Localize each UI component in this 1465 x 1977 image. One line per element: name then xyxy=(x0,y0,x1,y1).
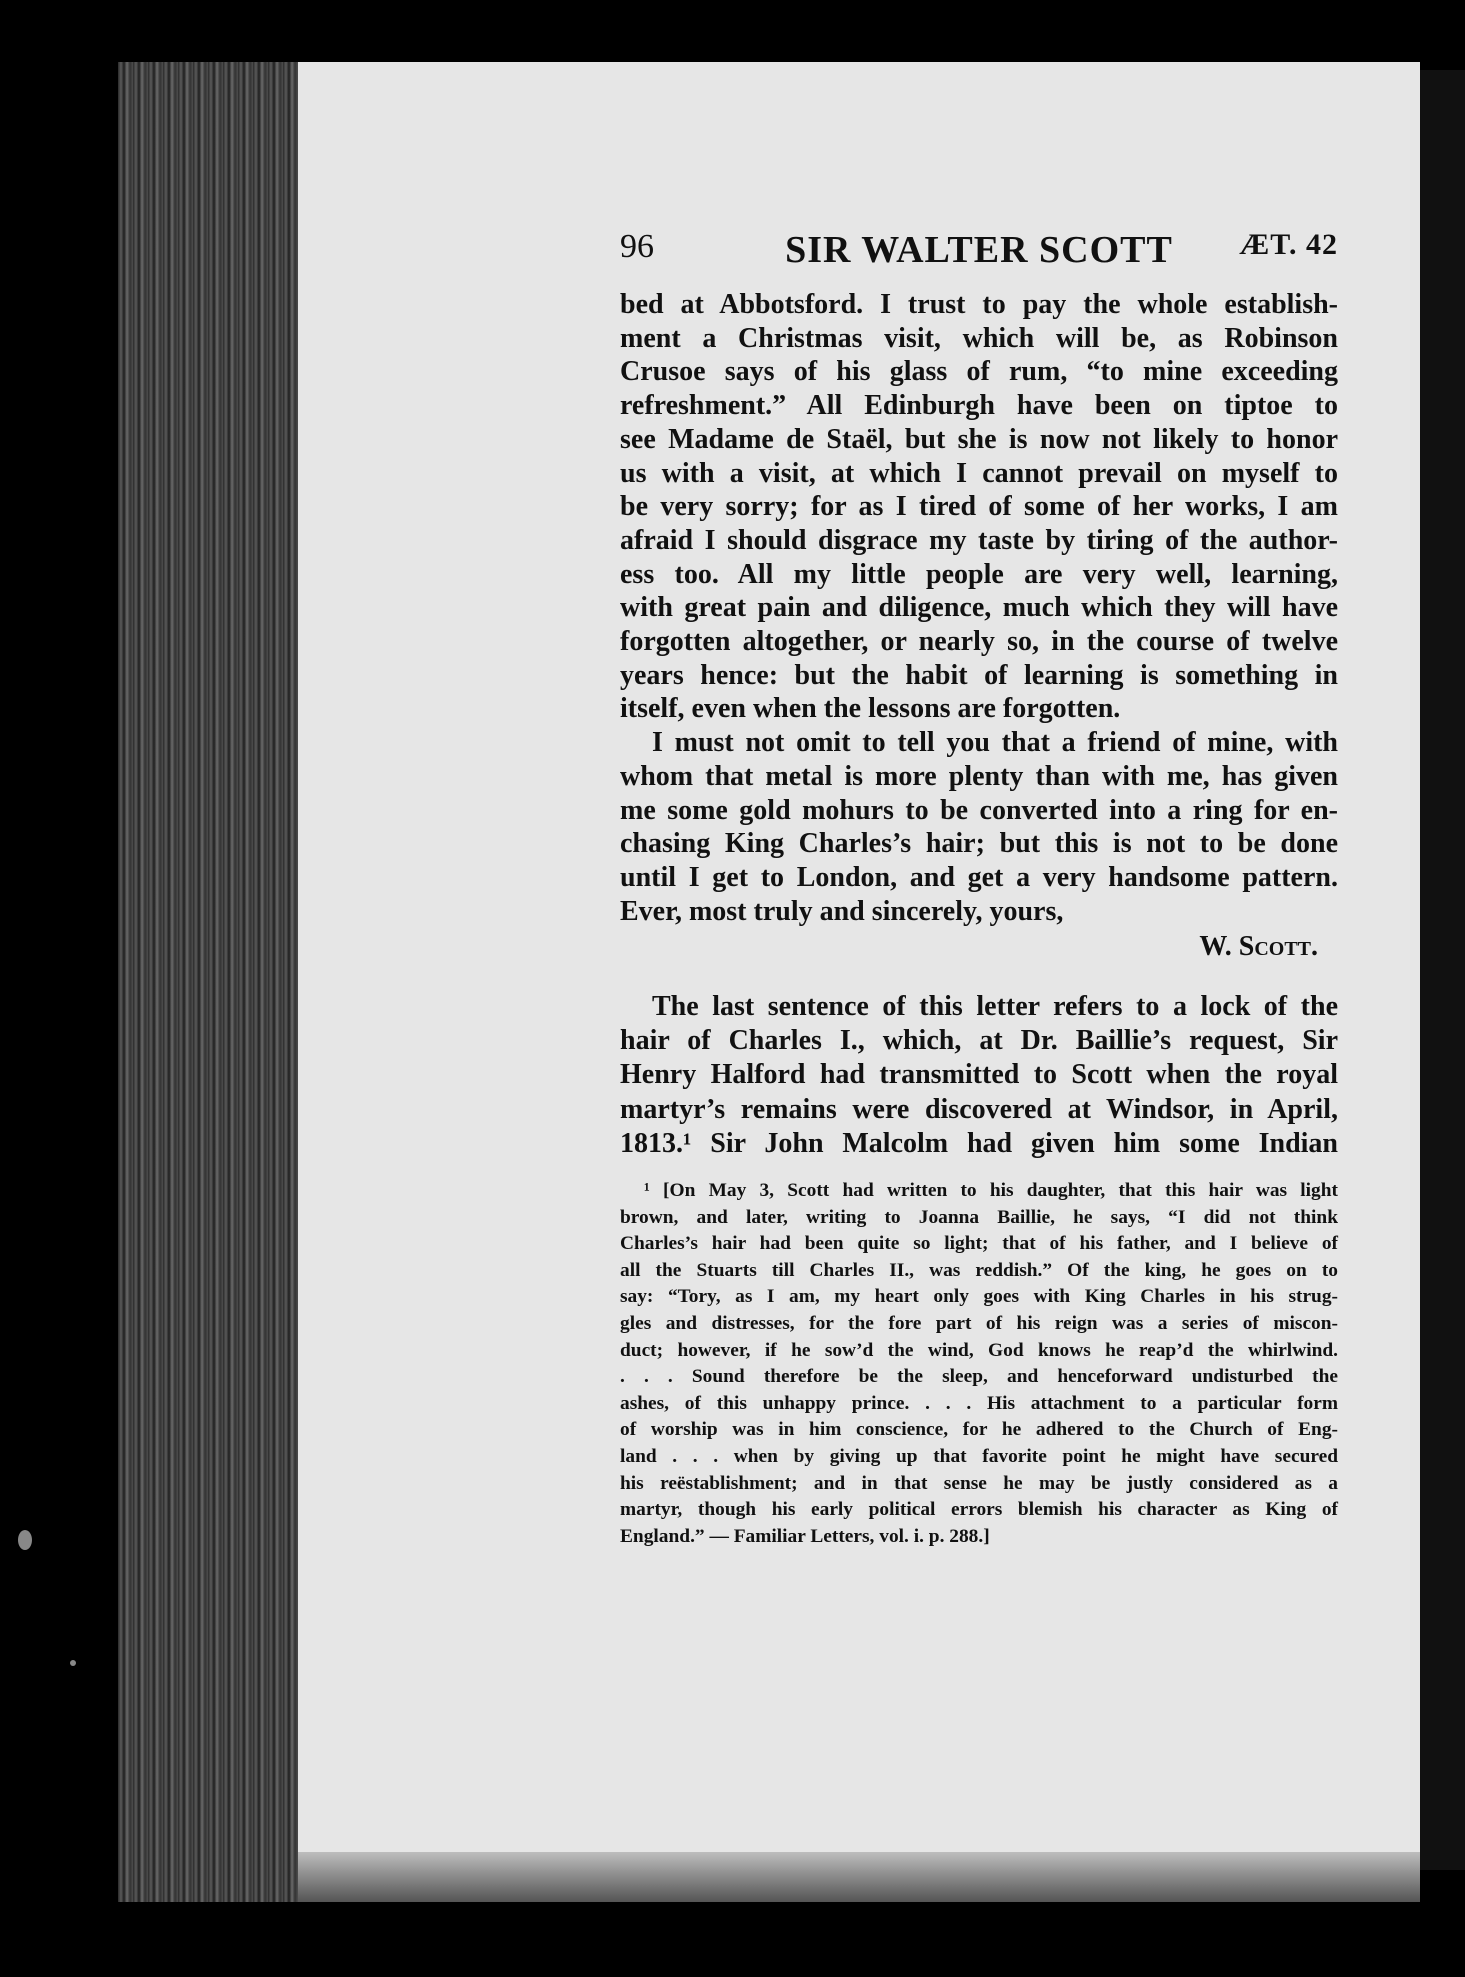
text-line: bed at Abbotsford. I trust to pay the whole establish- xyxy=(620,289,1338,320)
page-number: 96 xyxy=(620,228,654,265)
commentary-paragraph xyxy=(620,990,1338,1161)
text-line: whom that metal is more plenty than with me, has given xyxy=(620,760,1338,792)
text-line: itself, even when the lessons are forgotten. xyxy=(620,693,1121,725)
running-header xyxy=(620,228,1338,278)
page-bottom-shadow xyxy=(298,1852,1420,1902)
footnote-line: ¹ [On May 3, Scott had written to his daughter, that this hair was light xyxy=(644,1180,1338,1201)
running-title: SIR WALTER SCOTT xyxy=(785,229,1173,271)
text-line: us with a visit, at which I cannot prevail on myself to xyxy=(620,457,1338,489)
text-line: afraid I should disgrace my taste by tiring of the author- xyxy=(620,524,1338,556)
footnote-line: martyr, though his early political errors blemish his character as King of xyxy=(620,1499,1338,1521)
footnote xyxy=(620,1178,1338,1550)
footnote-line: Charles’s hair had been quite so light; that of his father, and I believe of xyxy=(620,1233,1338,1255)
text-line: 1813.¹ Sir John Malcolm had given him some Indian xyxy=(620,1127,1338,1159)
footnote-line: all the Stuarts till Charles II., was reddish.” Of the king, he goes on to xyxy=(620,1259,1338,1281)
text-line: chasing King Charles’s hair; but this is not to be done xyxy=(620,828,1338,860)
footnote-line: . . . Sound therefore be the sleep, and henceforward undisturbed the xyxy=(620,1366,1338,1388)
footnote-line: of worship was in him conscience, for he adhered to the Church of Eng- xyxy=(620,1419,1338,1441)
book-cover-edge xyxy=(1420,70,1465,1870)
text-line: until I get to London, and get a very handsome pattern. xyxy=(620,861,1338,893)
text-line: I must not omit to tell you that a friend of mine, with xyxy=(652,727,1338,759)
scan-speck xyxy=(18,1530,32,1550)
text-line: be very sorry; for as I tired of some of her works, I am xyxy=(620,491,1338,523)
text-line: hair of Charles I., which, at Dr. Baillie’s request, Sir xyxy=(620,1025,1338,1057)
text-line: Crusoe says of his glass of rum, “to mine exceeding xyxy=(620,356,1338,388)
footnote-line: England.” — Familiar Letters, vol. i. p. 288.] xyxy=(620,1525,990,1547)
text-line: Henry Halford had transmitted to Scott when the royal xyxy=(620,1059,1338,1091)
age-marker: ÆT. 42 xyxy=(1239,228,1338,261)
signature: W. Scott. xyxy=(1199,931,1318,963)
footnote-line: duct; however, if he sow’d the wind, God knows he reap’d the whirlwind. xyxy=(620,1339,1338,1361)
footnote-line: his reëstablishment; and in that sense he may be justly considered as a xyxy=(620,1472,1338,1494)
footnote-line: gles and distresses, for the fore part of his reign was a series of miscon- xyxy=(620,1312,1338,1334)
text-line: ess too. All my little people are very well, learning, xyxy=(620,558,1338,590)
text-line: see Madame de Staël, but she is now not likely to honor xyxy=(620,423,1338,455)
text-line: martyr’s remains were discovered at Windsor, in April, xyxy=(620,1093,1338,1125)
letter-text xyxy=(620,288,1338,964)
text-line: refreshment.” All Edinburgh have been on tiptoe to xyxy=(620,390,1338,422)
text-line: ment a Christmas visit, which will be, as Robinson xyxy=(620,322,1338,354)
text-line: me some gold mohurs to be converted into a ring for en- xyxy=(620,794,1338,826)
text-line: Ever, most truly and sincerely, yours, xyxy=(620,895,1064,927)
footnote-line: ashes, of this unhappy prince. . . . His attachment to a particular form xyxy=(620,1392,1338,1414)
footnote-line: brown, and later, writing to Joanna Baillie, he says, “I did not think xyxy=(620,1206,1338,1228)
text-line: years hence: but the habit of learning is something in xyxy=(620,659,1338,691)
text-line: The last sentence of this letter refers to a lock of the xyxy=(652,991,1338,1022)
text-line: forgotten altogether, or nearly so, in the course of twelve xyxy=(620,626,1338,658)
text-line: with great pain and diligence, much which they will have xyxy=(620,592,1338,624)
footnote-line: land . . . when by giving up that favorite point he might have secured xyxy=(620,1445,1338,1467)
book-page-edges xyxy=(118,62,308,1902)
footnote-line: say: “Tory, as I am, my heart only goes with King Charles in his strug- xyxy=(620,1286,1338,1308)
scan-speck xyxy=(70,1660,76,1666)
